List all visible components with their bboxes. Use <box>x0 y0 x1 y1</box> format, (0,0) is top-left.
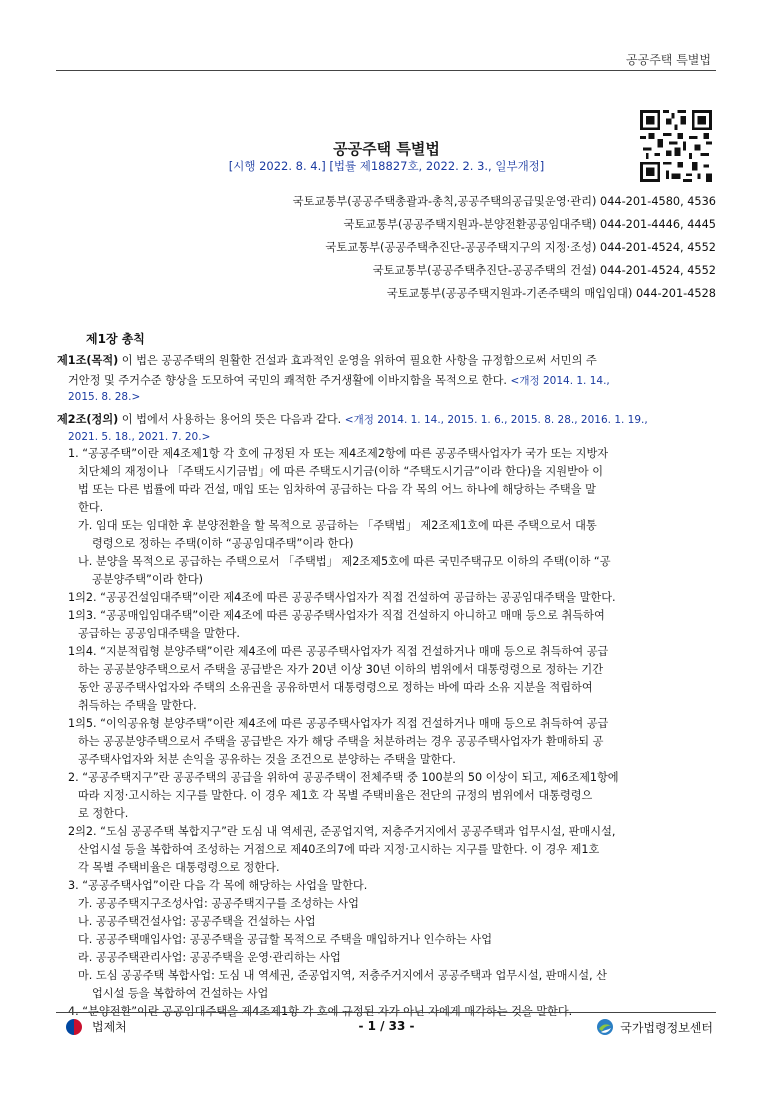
footer-divider <box>56 1012 716 1013</box>
footer-source: 국가법령정보센터 <box>620 1020 713 1035</box>
body-line: 2. “공공주택지구”란 공공주택의 공급을 위하여 공공주택이 전체주택 중 100분의 50 이상이 되고, 제6조제1항에 <box>68 771 619 784</box>
body-line: 마. 도심 공공주택 복합사업: 도심 내 역세권, 준공업지역, 저층주거지에서 공공주택과 업무시설, 판매시설, 산 <box>78 969 607 982</box>
article-1-line <box>57 355 597 366</box>
department-contact: 국토교통부(공공주택지원과-분양전환공공임대주택) 044-201-4446, 4445 <box>343 218 716 231</box>
amendment-note[interactable]: <개정 2014. 1. 14., 2015. 1. 6., 2015. 8. 28., 2016. 1. 19., <box>344 414 648 426</box>
nlic-logo-icon <box>596 1018 614 1036</box>
body-line: 4. “분양전환”이란 공공임대주택을 제4조제1항 각 호에 규정된 자가 아닌 자에게 매각하는 것을 말한다. <box>68 1005 573 1018</box>
body-line: 산업시설 등을 복합하여 조성하는 거점으로 제40조의7에 따라 지정·고시하는 지구를 말한다. 이 경우 제1호 <box>78 843 600 856</box>
body-line: 2의2. “도심 공공주택 복합지구”란 도심 내 역세권, 준공업지역, 저층주거지에서 공공주택과 업무시설, 판매시설, <box>68 825 616 838</box>
body-line: 다. 공공주택매입사업: 공공주택을 공급할 목적으로 주택을 매입하거나 인수하는 사업 <box>78 933 493 946</box>
law-title: 공공주택 특별법 <box>333 140 440 158</box>
body-line: 각 목별 주택비율은 대통령령으로 정한다. <box>78 861 280 874</box>
body-line: 1. “공공주택”이란 제4조제1항 각 호에 규정된 자 또는 제4조제2항에 따른 공공주택사업자가 국가 또는 지방자 <box>68 447 609 460</box>
article-1-text: 거안정 및 주거수준 향상을 도모하여 국민의 쾌적한 주거생활에 이바지함을 목적으로 한다. <box>68 374 511 387</box>
body-line: 치단체의 재정이나 「주택도시기금법」에 따른 주택도시기금(이하 “주택도시기금”이라 한다)을 지원받아 이 <box>78 465 604 478</box>
body-line: 하는 공공분양주택으로서 주택을 공급받은 자가 해당 주택을 처분하려는 경우 공공주택사업자가 환매하되 공 <box>78 735 604 748</box>
body-line: 1의4. “지분적립형 분양주택”이란 제4조에 따른 공공주택사업자가 직접 건설하거나 매매 등으로 취득하여 공급 <box>68 645 609 658</box>
body-line: 1의5. “이익공유형 분양주택”이란 제4조에 따른 공공주택사업자가 직접 건설하거나 매매 등으로 취득하여 공급 <box>68 717 609 730</box>
body-line: 가. 공공주택지구조성사업: 공공주택지구를 조성하는 사업 <box>78 897 359 910</box>
body-line: 공주택사업자와 처분 손익을 공유하는 것을 조건으로 분양하는 주택을 말한다. <box>78 753 456 766</box>
amendment-note[interactable]: <개정 2014. 1. 14., <box>510 375 610 387</box>
chapter-heading: 제1장 총칙 <box>86 332 145 346</box>
body-line: 라. 공공주택관리사업: 공공주택을 운영·관리하는 사업 <box>78 951 341 964</box>
department-contact: 국토교통부(공공주택지원과-기존주택의 매입임대) 044-201-4528 <box>386 287 716 300</box>
body-line: 업시설 등을 복합하여 건설하는 사업 <box>92 987 269 1000</box>
header-divider <box>56 70 716 71</box>
article-2-label[interactable]: 제2조(정의) <box>57 413 119 426</box>
body-line: 취득하는 주택을 말한다. <box>78 699 197 712</box>
body-line: 나. 공공주택건설사업: 공공주택을 건설하는 사업 <box>78 915 316 928</box>
body-line: 령령으로 정하는 주택(이하 “공공임대주택”이라 한다) <box>92 537 354 550</box>
body-line: 로 정한다. <box>78 807 129 820</box>
article-1-line <box>68 375 610 387</box>
footer-agency: 법제처 <box>92 1020 127 1034</box>
article-2-line <box>57 414 648 426</box>
body-line: 3. “공공주택사업”이란 다음 각 목에 해당하는 사업을 말한다. <box>68 879 368 892</box>
department-contact: 국토교통부(공공주택추진단-공공주택의 건설) 044-201-4524, 4552 <box>372 264 716 277</box>
running-head: 공공주택 특별법 <box>626 53 711 67</box>
enforcement-info[interactable]: [시행 2022. 8. 4.] [법률 제18827호, 2022. 2. 3., 일부개정] <box>228 159 545 173</box>
amendment-note[interactable]: 2015. 8. 28.> <box>68 391 141 403</box>
body-line: 법 또는 다른 법률에 따라 건설, 매입 또는 임차하여 공급하는 다음 각 목의 어느 하나에 해당하는 주택을 말 <box>78 483 596 496</box>
body-line: 공분양주택”이라 한다) <box>92 573 203 586</box>
body-line: 가. 임대 또는 임대한 후 분양전환을 할 목적으로 공급하는 「주택법」 제2조제1호에 따른 주택으로서 대통 <box>78 519 597 532</box>
article-2-text: 이 법에서 사용하는 용어의 뜻은 다음과 같다. <box>118 413 345 426</box>
article-1-text: 이 법은 공공주택의 원활한 건설과 효과적인 운영을 위하여 필요한 사항을 규정함으로써 서민의 주 <box>118 354 597 367</box>
article-1-label[interactable]: 제1조(목적) <box>57 354 119 367</box>
body-line: 하는 공공분양주택으로서 주택을 공급받은 자가 20년 이상 30년 이하의 범위에서 대통령령으로 정하는 기간 <box>78 663 604 676</box>
body-line: 따라 지정·고시하는 지구를 말한다. 이 경우 제1호 각 목별 주택비율은 전단의 규정의 범위에서 대통령령으 <box>78 789 593 802</box>
body-line: 한다. <box>78 501 104 514</box>
body-line: 1의3. “공공매입임대주택”이란 제4조에 따른 공공주택사업자가 직접 건설하지 아니하고 매매 등으로 취득하여 <box>68 609 605 622</box>
department-contact: 국토교통부(공공주택총괄과-총칙,공공주택의공급및운영·관리) 044-201-4580, 4536 <box>292 195 716 208</box>
amendment-note[interactable]: 2021. 5. 18., 2021. 7. 20.> <box>68 431 211 443</box>
department-contact: 국토교통부(공공주택추진단-공공주택지구의 지정·조성) 044-201-4524, 4552 <box>325 241 716 254</box>
body-line: 1의2. “공공건설임대주택”이란 제4조에 따른 공공주택사업자가 직접 건설하여 공급하는 공공임대주택을 말한다. <box>68 591 616 604</box>
body-line: 동안 공공주택사업자와 주택의 소유권을 공유하면서 대통령령으로 정하는 바에 따라 소유 지분을 적립하여 <box>78 681 593 694</box>
body-line: 나. 분양을 목적으로 공급하는 주택으로서 「주택법」 제2조제5호에 따른 국민주택규모 이하의 주택(이하 “공 <box>78 555 611 568</box>
body-line: 공급하는 공공임대주택을 말한다. <box>78 627 240 640</box>
footer-right <box>596 1018 713 1036</box>
page-number: - 1 / 33 - <box>358 1019 415 1033</box>
